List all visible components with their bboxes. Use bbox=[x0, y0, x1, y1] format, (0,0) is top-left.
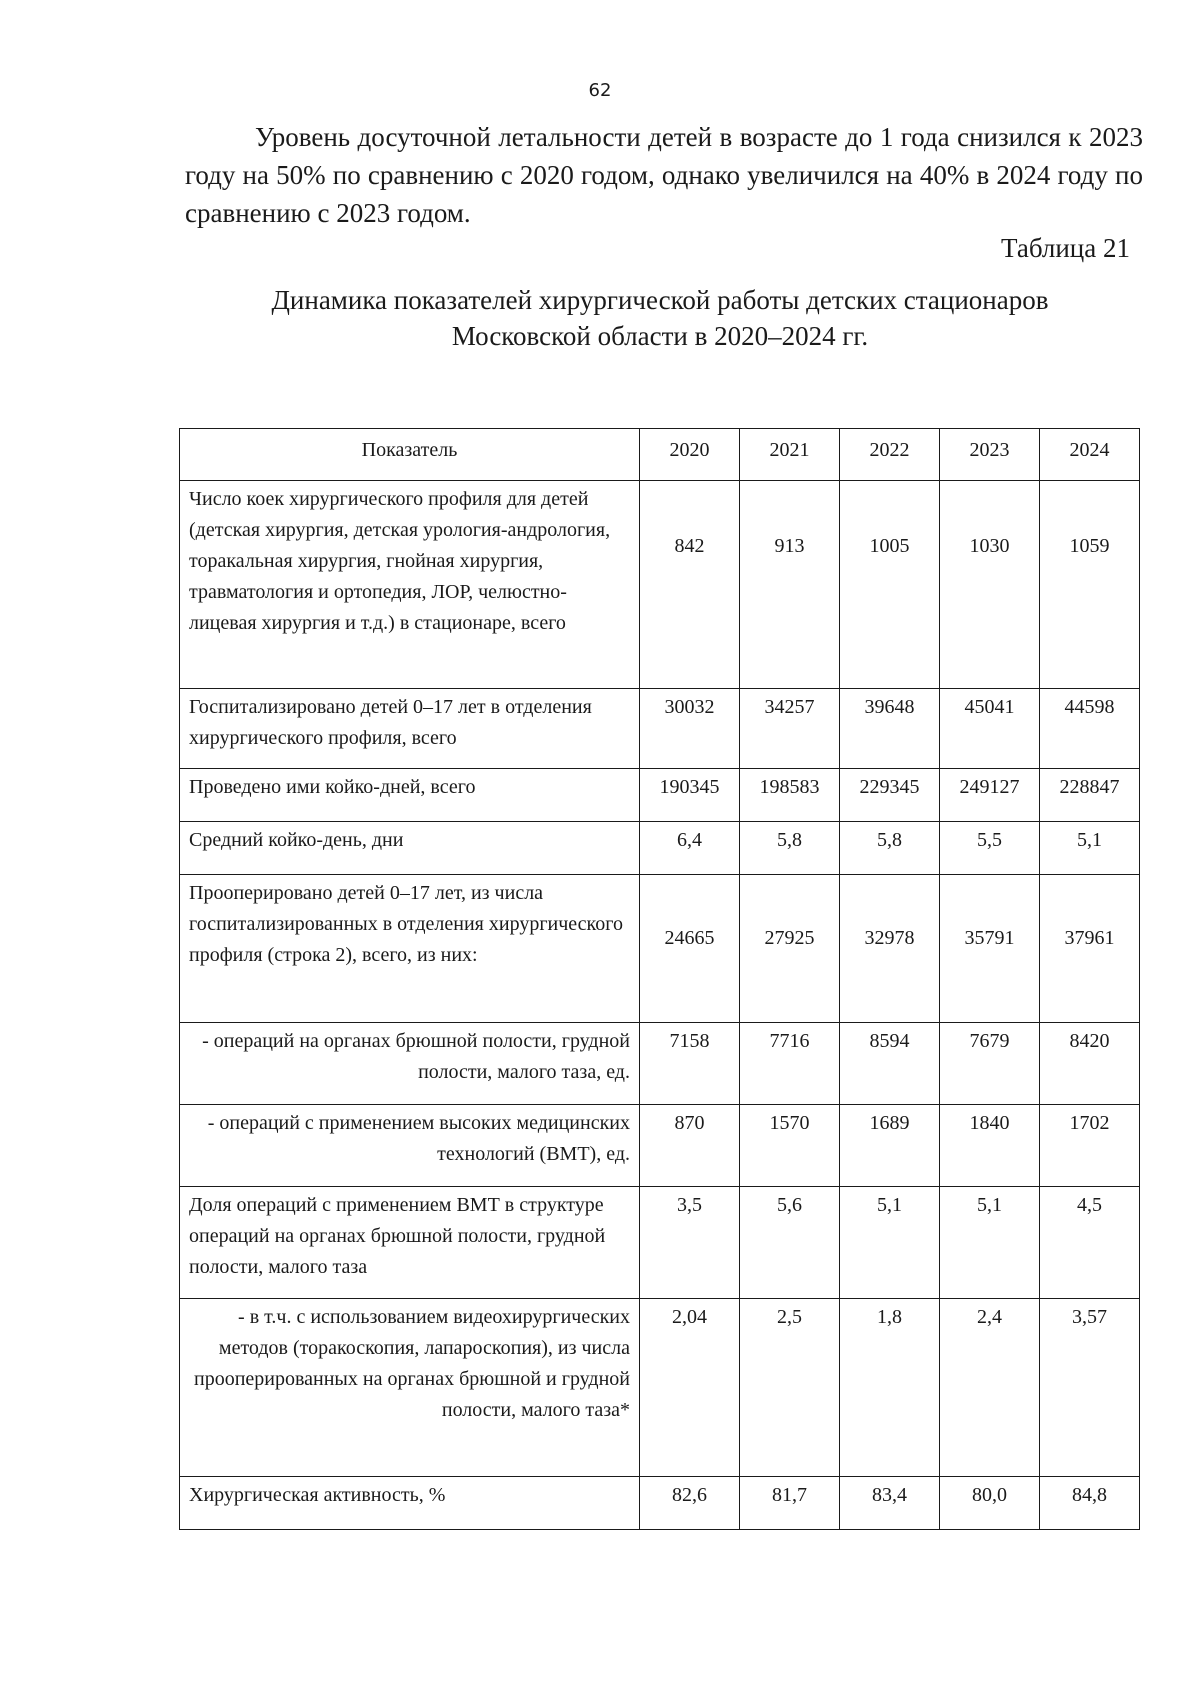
row-label: - в т.ч. с использованием видеохирургических методов (торакоскопия, лапароскопия), из числа прооперированных на органах брюшной и грудной полости, малого таза* bbox=[180, 1299, 640, 1477]
cell-value: 1,8 bbox=[840, 1299, 940, 1477]
row-label: Число коек хирургического профиля для детей (детская хирургия, детская урология-андрология, торакальная хирургия, гнойная хирургия, травматология и ортопедия, ЛОР, челюстно-лицевая хирургия и т.д.) в стационаре, всего bbox=[180, 481, 640, 689]
cell-value: 1030 bbox=[940, 481, 1040, 689]
table-title-line-2: Московской области в 2020–2024 гг. bbox=[451, 321, 869, 351]
cell-value: 24665 bbox=[640, 875, 740, 1023]
cell-value: 229345 bbox=[840, 769, 940, 822]
cell-value: 1840 bbox=[940, 1105, 1040, 1187]
cell-value: 7716 bbox=[740, 1023, 840, 1105]
row-label: Госпитализировано детей 0–17 лет в отделения хирургического профиля, всего bbox=[180, 689, 640, 769]
header-year-2020: 2020 bbox=[640, 429, 740, 481]
table-row bbox=[180, 1477, 1140, 1530]
table-row bbox=[180, 875, 1140, 1023]
row-label: Средний койко-день, дни bbox=[180, 822, 640, 875]
cell-value: 5,8 bbox=[740, 822, 840, 875]
cell-value: 35791 bbox=[940, 875, 1040, 1023]
cell-value: 81,7 bbox=[740, 1477, 840, 1530]
table-title bbox=[0, 282, 1200, 354]
cell-value: 80,0 bbox=[940, 1477, 1040, 1530]
row-label: Хирургическая активность, % bbox=[180, 1477, 640, 1530]
cell-value: 190345 bbox=[640, 769, 740, 822]
cell-value: 5,1 bbox=[940, 1187, 1040, 1299]
cell-value: 45041 bbox=[940, 689, 1040, 769]
cell-value: 5,5 bbox=[940, 822, 1040, 875]
row-label: Проведено ими койко-дней, всего bbox=[180, 769, 640, 822]
row-label: - операций на органах брюшной полости, грудной полости, малого таза, ед. bbox=[180, 1023, 640, 1105]
cell-value: 6,4 bbox=[640, 822, 740, 875]
cell-value: 913 bbox=[740, 481, 840, 689]
row-label: Доля операций с применением ВМТ в структуре операций на органах брюшной полости, грудной полости, малого таза bbox=[180, 1187, 640, 1299]
cell-value: 32978 bbox=[840, 875, 940, 1023]
cell-value: 1570 bbox=[740, 1105, 840, 1187]
cell-value: 39648 bbox=[840, 689, 940, 769]
cell-value: 1702 bbox=[1040, 1105, 1140, 1187]
cell-value: 870 bbox=[640, 1105, 740, 1187]
table-row bbox=[180, 1299, 1140, 1477]
table-row bbox=[180, 1105, 1140, 1187]
cell-value: 34257 bbox=[740, 689, 840, 769]
cell-value: 27925 bbox=[740, 875, 840, 1023]
header-year-2022: 2022 bbox=[840, 429, 940, 481]
cell-value: 44598 bbox=[1040, 689, 1140, 769]
cell-value: 4,5 bbox=[1040, 1187, 1140, 1299]
table-row bbox=[180, 769, 1140, 822]
cell-value: 7679 bbox=[940, 1023, 1040, 1105]
page-number: 62 bbox=[588, 80, 612, 101]
table-row bbox=[180, 481, 1140, 689]
cell-value: 3,57 bbox=[1040, 1299, 1140, 1477]
header-indicator: Показатель bbox=[180, 429, 640, 481]
cell-value: 3,5 bbox=[640, 1187, 740, 1299]
cell-value: 842 bbox=[640, 481, 740, 689]
cell-value: 228847 bbox=[1040, 769, 1140, 822]
intro-paragraph: Уровень досуточной летальности детей в возрасте до 1 года снизился к 2023 году на 50% по сравнению с 2020 годом, однако увеличился на 40% в 2024 году по сравнению с 2023 годом. bbox=[185, 122, 1143, 228]
cell-value: 82,6 bbox=[640, 1477, 740, 1530]
cell-value: 2,5 bbox=[740, 1299, 840, 1477]
table-row bbox=[180, 1187, 1140, 1299]
table-label: Таблица 21 bbox=[1001, 233, 1130, 263]
header-year-2024: 2024 bbox=[1040, 429, 1140, 481]
cell-value: 83,4 bbox=[840, 1477, 940, 1530]
cell-value: 37961 bbox=[1040, 875, 1140, 1023]
cell-value: 8594 bbox=[840, 1023, 940, 1105]
row-label: - операций с применением высоких медицинских технологий (ВМТ), ед. bbox=[180, 1105, 640, 1187]
header-year-2021: 2021 bbox=[740, 429, 840, 481]
cell-value: 5,6 bbox=[740, 1187, 840, 1299]
cell-value: 2,4 bbox=[940, 1299, 1040, 1477]
table-title-line-1: Динамика показателей хирургической работы детских стационаров bbox=[271, 285, 1049, 315]
cell-value: 30032 bbox=[640, 689, 740, 769]
cell-value: 1005 bbox=[840, 481, 940, 689]
header-year-2023: 2023 bbox=[940, 429, 1040, 481]
cell-value: 198583 bbox=[740, 769, 840, 822]
table-header-row bbox=[180, 429, 1140, 481]
table-row bbox=[180, 1023, 1140, 1105]
cell-value: 1059 bbox=[1040, 481, 1140, 689]
cell-value: 5,1 bbox=[840, 1187, 940, 1299]
table-row bbox=[180, 822, 1140, 875]
cell-value: 8420 bbox=[1040, 1023, 1140, 1105]
cell-value: 2,04 bbox=[640, 1299, 740, 1477]
statistics-table bbox=[179, 428, 1140, 1530]
cell-value: 84,8 bbox=[1040, 1477, 1140, 1530]
cell-value: 5,8 bbox=[840, 822, 940, 875]
table-row bbox=[180, 689, 1140, 769]
row-label: Прооперировано детей 0–17 лет, из числа госпитализированных в отделения хирургического профиля (строка 2), всего, из них: bbox=[180, 875, 640, 1023]
cell-value: 249127 bbox=[940, 769, 1040, 822]
cell-value: 7158 bbox=[640, 1023, 740, 1105]
cell-value: 1689 bbox=[840, 1105, 940, 1187]
cell-value: 5,1 bbox=[1040, 822, 1140, 875]
